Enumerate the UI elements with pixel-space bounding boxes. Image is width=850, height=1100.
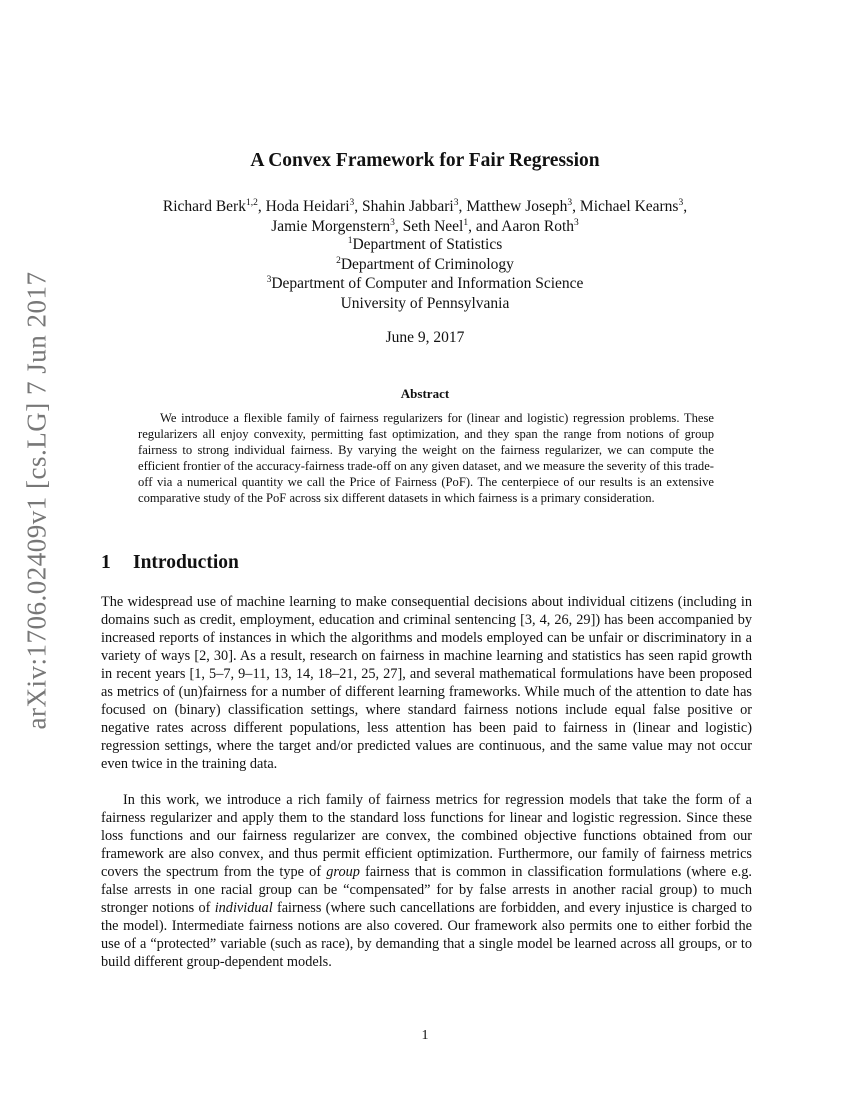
affiliation-list xyxy=(100,235,750,313)
abstract-heading: Abstract xyxy=(400,386,450,401)
arxiv-identifier-stamp xyxy=(8,271,66,729)
author-hoda-heidari: Hoda Heidari$^3$, xyxy=(265,197,363,215)
arxiv-stamp-text: arXiv:1706.02409v1 [cs.LG] 7 Jun 2017 xyxy=(21,271,52,729)
emphasis-group: group xyxy=(326,864,360,881)
section-heading-introduction xyxy=(101,552,751,574)
paragraph-text: fairness (where such cancellations are forbidden, and every injustice is charged to the model). Intermediate fairness notions are also covered. Our framework also permits one to either forbid the use of a “protected” variable (such as race), by demanding that a single model be learned across all groups, or to build different group-dependent models. xyxy=(101,900,752,971)
author-list xyxy=(100,197,750,237)
paragraph-text: In this work, we introduce a rich family of fairness metrics for regression models that take the form of a fairness regularizer and apply them to the standard loss functions for linear and logistic regression. Since these loss functions and our fairness regularizer are convex, the combined objective functions obtained from our framework are also convex, and thus permit efficient optimization. Furthermore, our family of fairness metrics covers the spectrum from the type of xyxy=(101,792,752,881)
author-shahin-jabbari: Shahin Jabbari$^3$, xyxy=(362,197,467,215)
abstract-body: We introduce a flexible family of fairness regularizers for (linear and logistic) regression problems. These regularizers all enjoy convexity, permitting fast optimization, and they span the range from notions of group fairness to strong individual fairness. By varying the weight on the fairness regularizer, we can compute the efficient frontier of the accuracy-fairness trade-off on any given dataset, and we measure the severity of this trade-off via a numerical quantity we call the Price of Fairness (PoF). The centerpiece of our results is an extensive comparative study of the PoF across six different datasets in which fairness is a primary consideration. xyxy=(138,411,714,506)
intro-paragraph-1: The widespread use of machine learning to make consequential decisions about individual citizens (including in domains such as credit, employment, education and criminal sentencing [3, 4, 26, 29]) has been accompanied by increased reports of instances in which the algorithms and models employed can be unfair or discriminatory in a variety of ways [2, 30]. As a result, research on fairness in machine learning and statistics has seen rapid growth in recent years [1, 5–7, 9–11, 13, 14, 18–21, 25, 27], and several mathematical formulations have been proposed as metrics of (un)fairness for a number of different learning frameworks. While much of the attention to date has focused on (binary) classification settings, where standard fairness notions include equal false positive or negative rates across different populations, less attention has been paid to fairness in (linear and logistic) regression settings, where the target and/or predicted values are continuous, and the same value may not occur even twice in the training data. xyxy=(101,594,752,773)
affiliation-criminology: $^2$Department of Criminology xyxy=(336,255,514,273)
section-number: 1 xyxy=(101,552,111,573)
affiliation-statistics: $^1$Department of Statistics xyxy=(347,235,503,253)
author-michael-kearns: Michael Kearns$^3$, xyxy=(579,197,688,215)
page-number: 1 xyxy=(421,1028,429,1043)
paper-title: A Convex Framework for Fair Regression xyxy=(250,150,600,171)
paragraph-text: fairness that is common in classification formulations (where e.g. false arrests in one racial group can be “compensated” for by false arrests in another racial group) to much stronger notions of xyxy=(101,864,752,917)
author-matthew-joseph: Matthew Joseph$^3$, xyxy=(466,197,580,215)
emphasis-individual: individual xyxy=(214,900,273,917)
section-title: Introduction xyxy=(133,552,239,573)
author-seth-neel: Seth Neel$^1$, and xyxy=(402,217,502,235)
affiliation-cis: $^3$Department of Computer and Information Science xyxy=(266,274,584,292)
affiliation-university: University of Pennsylvania xyxy=(340,294,510,312)
publication-date: June 9, 2017 xyxy=(385,329,465,346)
author-jamie-morgenstern: Jamie Morgenstern$^3$, xyxy=(271,217,403,235)
intro-paragraph-2 xyxy=(101,791,752,971)
author-richard-berk: Richard Berk$^{1,2}$, xyxy=(162,197,266,215)
author-aaron-roth: Aaron Roth$^3$ xyxy=(501,217,579,235)
